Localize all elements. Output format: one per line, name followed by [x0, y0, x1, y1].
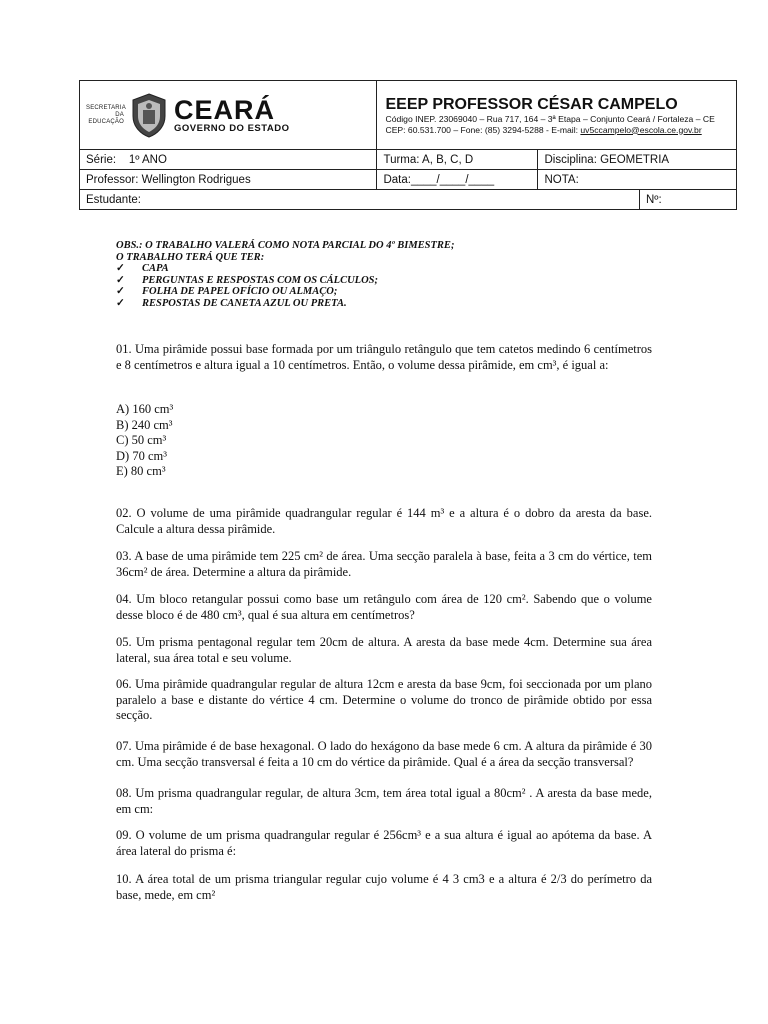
question-03: 03. A base de uma pirâmide tem 225 cm² de área. Uma secção paralela à base, feita a 3 cm do vértice, tem 36cm² de área. Determine a altura da pirâmide. — [116, 549, 652, 579]
serie-cell — [80, 150, 377, 170]
question-10: 10. A área total de um prisma triangular regular cujo volume é 4 3 cm3 e a altura é 2/3 do perímetro da base, mede, em cm² — [116, 872, 652, 902]
obs-line-1: OBS.: O TRABALHO VALERÁ COMO NOTA PARCIAL DO 4º BIMESTRE; — [116, 240, 455, 251]
disciplina-field: Disciplina: GEOMETRIA — [538, 150, 737, 170]
question-09: 09. O volume de um prisma quadrangular regular é 256cm³ e a sua altura é igual ao apótema da base. A área lateral do prisma é: — [116, 828, 652, 858]
checkmark-icon: ✓ — [116, 286, 125, 298]
government-label: GOVERNO DO ESTADO — [174, 122, 290, 134]
school-email-link[interactable]: uv5ccampelo@escola.ce.gov.br — [580, 124, 702, 135]
checkmark-icon: ✓ — [116, 274, 125, 286]
obs-item-text: FOLHA DE PAPEL OFÍCIO OU ALMAÇO; — [142, 286, 338, 298]
obs-item-text: CAPA — [142, 263, 169, 275]
option-c: C) 50 cm³ — [116, 433, 167, 447]
observations — [116, 240, 454, 310]
serie-label: Série: — [86, 153, 117, 166]
number-field[interactable]: Nº: — [640, 190, 737, 210]
student-field[interactable]: Estudante: — [80, 190, 640, 210]
obs-item — [116, 275, 454, 287]
question-08: 08. Um prisma quadrangular regular, de altura 3cm, tem área total igual a 80cm² . A aresta da base mede, em cm: — [116, 786, 652, 816]
professor-field: Professor: Wellington Rodrigues — [80, 170, 377, 190]
school-name: EEEP PROFESSOR CÉSAR CAMPELO — [385, 95, 678, 113]
checkmark-icon: ✓ — [116, 263, 125, 275]
obs-item — [116, 298, 454, 310]
question-07: 07. Uma pirâmide é de base hexagonal. O lado do hexágono da base mede 6 cm. A altura da pirâmide é 30 cm. Uma secção transversal é feita a 10 cm do vértice da pirâmide. Qual é a área da secção transversal? — [116, 739, 652, 769]
question-01: 01. Uma pirâmide possui base formada por um triângulo retângulo que tem catetos medindo 6 centímetros e 8 centímetros e altura igual a 10 centímetros. Então, o volume dessa pirâmide, em cm³, é igual a: — [116, 342, 652, 372]
date-field[interactable]: Data:____/____/____ — [377, 170, 538, 190]
school-cell — [377, 81, 737, 150]
turma-field: Turma: A, B, C, D — [377, 150, 538, 170]
obs-item — [116, 286, 454, 298]
obs-item-text: PERGUNTAS E RESPOSTAS COM OS CÁLCULOS; — [142, 274, 379, 286]
contact-prefix: CEP: 60.531.700 – Fone: (85) 3294-5288 - E-mail: — [385, 124, 581, 135]
obs-line-2: O TRABALHO TERÁ QUE TER: — [116, 251, 265, 263]
question-02: 02. O volume de uma pirâmide quadrangular regular é 144 m³ e a altura é o dobro da aresta da base. Calcule a altura dessa pirâmide. — [116, 506, 652, 536]
grade-field[interactable]: NOTA: — [538, 170, 737, 190]
option-b: B) 240 cm³ — [116, 417, 173, 432]
state-crest-icon — [130, 92, 168, 138]
question-04: 04. Um bloco retangular possui como base um retângulo com área de 120 cm². Sabendo que o volume desse bloco é de 480 cm³, qual é sua altura em centímetros? — [116, 592, 652, 622]
school-contact — [385, 125, 730, 136]
option-d: D) 70 cm³ — [116, 448, 167, 463]
question-06: 06. Uma pirâmide quadrangular regular de altura 12cm e aresta da base 9cm, foi seccionada por um plano paralelo a base e distante do vértice 4 cm. Determine o volume do tronco de pirâmide obtido por essa secção. — [116, 677, 652, 722]
serie-value: 1º ANO — [128, 153, 167, 166]
header-table — [79, 80, 737, 210]
secretaria-label: SECRETARIA DA EDUCAÇÃO — [86, 104, 126, 125]
checkmark-icon: ✓ — [116, 297, 125, 309]
option-e: E) 80 cm³ — [116, 464, 166, 478]
obs-item — [116, 263, 454, 275]
question-01-options — [116, 402, 173, 480]
school-address: Código INEP. 23069040 – Rua 717, 164 – 3ª Etapa – Conjunto Ceará / Fortaleza – CE — [385, 113, 715, 124]
option-a: A) 160 cm³ — [116, 402, 174, 416]
obs-item-text: RESPOSTAS DE CANETA AZUL OU PRETA. — [142, 297, 347, 309]
state-name: CEARÁ — [174, 94, 276, 125]
question-05: 05. Um prisma pentagonal regular tem 20cm de altura. A aresta da base mede 4cm. Determine sua área lateral, sua área total e seu volume. — [116, 635, 652, 665]
logo-cell — [80, 81, 377, 150]
